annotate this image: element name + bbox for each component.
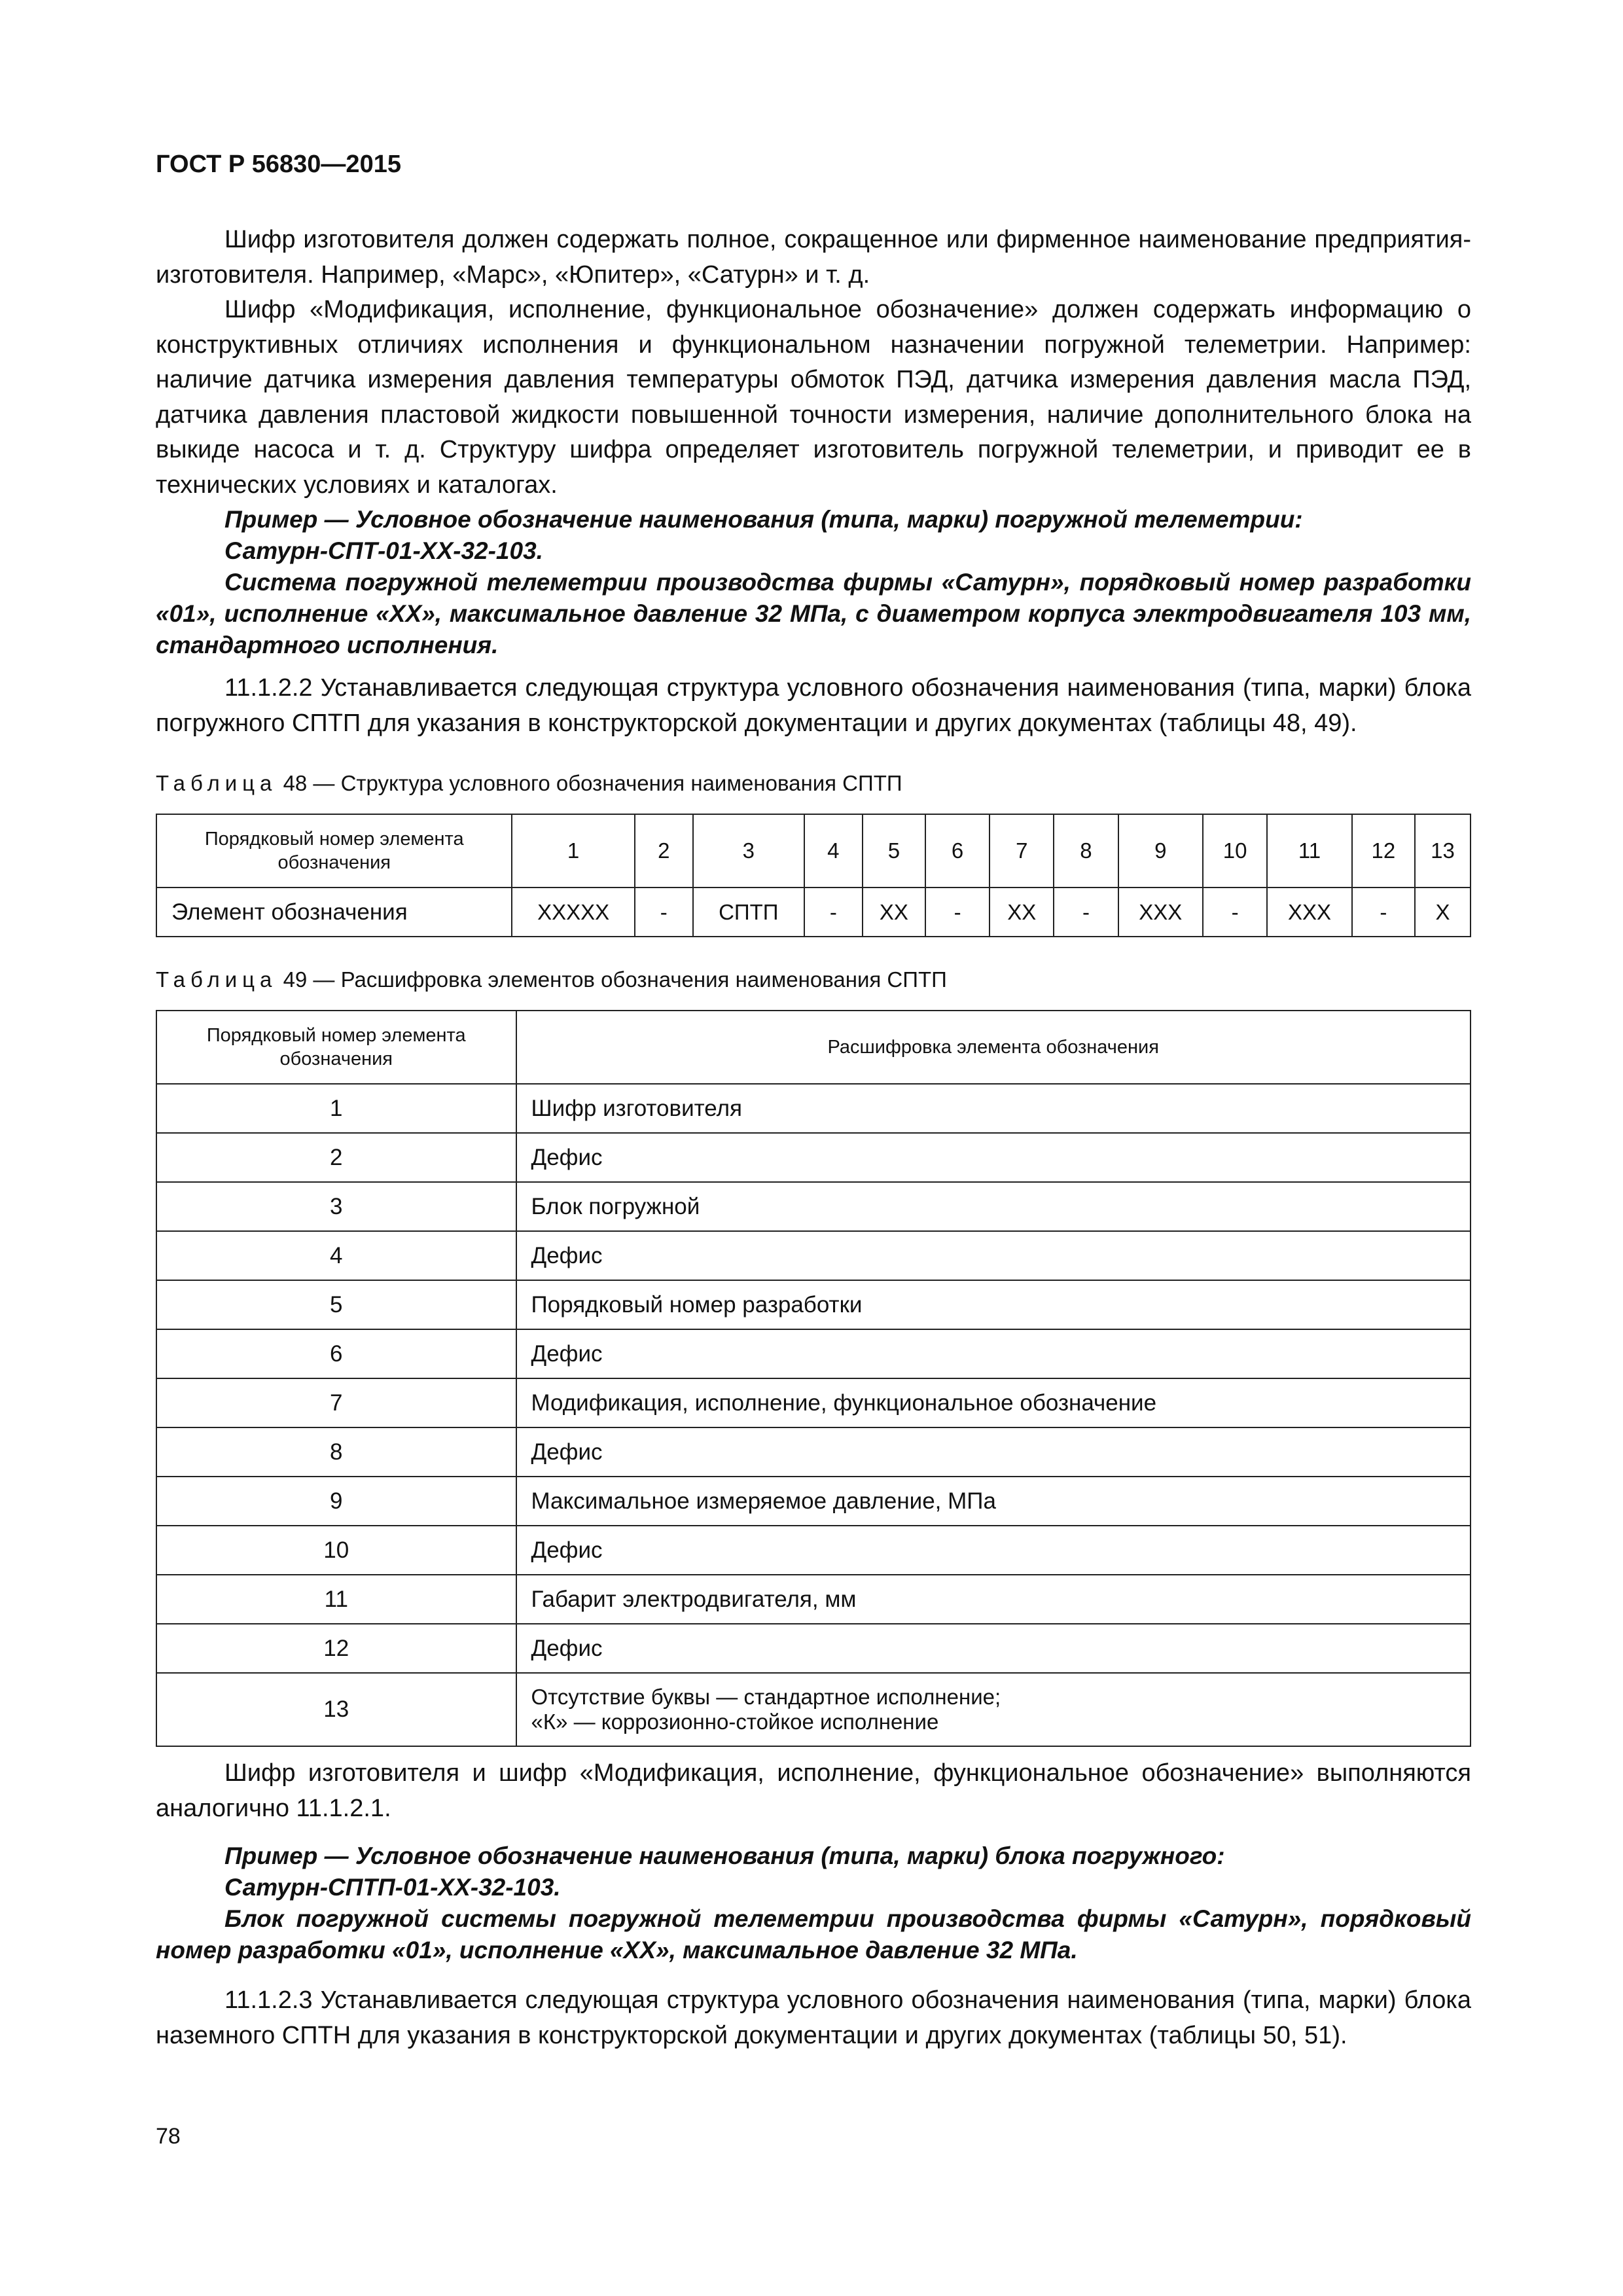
page-number: 78 (156, 2124, 181, 2149)
table48-number-cell: 5 (863, 814, 925, 888)
table48-number-cell: 8 (1054, 814, 1118, 888)
table49-col2-header: Расшифровка элемента обозначения (516, 1011, 1471, 1084)
table48-element-cell: - (1203, 888, 1267, 937)
table49-description-cell (516, 1673, 1471, 1746)
table49-col1-header: Порядковый номер элемента обозначения (156, 1011, 516, 1084)
table48-element-cell: - (1054, 888, 1118, 937)
table49-number-cell: 1 (156, 1084, 516, 1133)
table-row (156, 1329, 1471, 1378)
table48-element-cell: - (925, 888, 990, 937)
table49-number-cell: 12 (156, 1624, 516, 1673)
table49-description-cell: Максимальное измеряемое давление, МПа (516, 1477, 1471, 1526)
table48-element-cell: - (635, 888, 693, 937)
example-submersible-block (156, 1840, 1471, 1966)
table48-number-cell: 4 (804, 814, 863, 888)
table49-row13-line2: «К» — коррозионно-стойкое исполнение (531, 1710, 939, 1734)
table49-number-cell: 9 (156, 1477, 516, 1526)
example2-designation: Сатурн-СПТП-01-ХХ-32-103. (224, 1874, 561, 1901)
example2-explanation: Блок погружной системы погружной телеметрии производства фирмы «Сатурн», порядковый номер разработки «01», исполнение «ХХ», максимальное давление 32 МПа. (156, 1905, 1471, 1964)
table-row (156, 1133, 1471, 1182)
table48-number-cell: 9 (1118, 814, 1204, 888)
table49-number-cell: 6 (156, 1329, 516, 1378)
table49-number-cell: 3 (156, 1182, 516, 1231)
table48-element-cell: - (1352, 888, 1415, 937)
table-row (156, 1575, 1471, 1624)
clause-11123-text: 11.1.2.3 Устанавливается следующая структура условного обозначения наименования (типа, марки) блока наземного СПТН для указания в конструкторской документации и других документах (таблицы 50, 51). (156, 1986, 1471, 2049)
table49-description-cell: Дефис (516, 1231, 1471, 1280)
table48-number-cell: 2 (635, 814, 693, 888)
table48-element-cell: XXXXX (512, 888, 634, 937)
table48-element-cell: X (1415, 888, 1471, 937)
table49-description-cell: Дефис (516, 1427, 1471, 1477)
table49-number-cell: 2 (156, 1133, 516, 1182)
table48-number-cell: 13 (1415, 814, 1471, 888)
table48-element-cell: XXX (1267, 888, 1352, 937)
table49-row13-line1: Отсутствие буквы — стандартное исполнение; (531, 1685, 1001, 1709)
clause-11122-text: 11.1.2.2 Устанавливается следующая структура условного обозначения наименования (типа, марки) блока погружного СПТП для указания в конструкторской документации и других документах (таблицы 48, 49). (156, 674, 1471, 737)
table49-number-cell: 4 (156, 1231, 516, 1280)
document-header: ГОСТ Р 56830—2015 (156, 151, 401, 178)
table49-number-cell: 7 (156, 1378, 516, 1427)
table-row (156, 1427, 1471, 1477)
example2-title: Пример — Условное обозначение наименования (типа, марки) блока погружного: (224, 1842, 1225, 1869)
table48-number-cell: 3 (693, 814, 804, 888)
clause-11122 (156, 671, 1471, 741)
paragraph-manufacturer-code: Шифр изготовителя должен содержать полное, сокращенное или фирменное наименование предприятия-изготовителя. Например, «Марс», «Юпитер», «Сатурн» и т. д. (156, 226, 1471, 289)
table48-element-cell: - (804, 888, 863, 937)
table48-element-cell: XXX (1118, 888, 1204, 937)
table48 (156, 814, 1471, 937)
table49-number-cell: 8 (156, 1427, 516, 1477)
example-explanation: Система погружной телеметрии производства фирмы «Сатурн», порядковый номер разработки «01», исполнение «ХХ», максимальное давление 32 МПа, с диаметром корпуса электродвигателя 103 мм, стандартного исполнения. (156, 569, 1471, 658)
table-row (156, 1182, 1471, 1231)
table49-description-cell: Дефис (516, 1133, 1471, 1182)
table49-caption-word: Таблица (156, 967, 277, 992)
table48-row-label: Элемент обозначения (156, 888, 512, 937)
table49-number-cell: 5 (156, 1280, 516, 1329)
table49-number-cell: 11 (156, 1575, 516, 1624)
table-row (156, 1084, 1471, 1133)
table-row (156, 1280, 1471, 1329)
table48-element-cell: XX (990, 888, 1054, 937)
table-row (156, 1624, 1471, 1673)
table-row (156, 1526, 1471, 1575)
table49-description-cell: Шифр изготовителя (516, 1084, 1471, 1133)
table48-number-cell: 6 (925, 814, 990, 888)
table-row (156, 1231, 1471, 1280)
table49-number-cell: 10 (156, 1526, 516, 1575)
table48-caption-text: 48 — Структура условного обозначения наименования СПТП (283, 771, 902, 795)
table49-description-cell: Порядковый номер разработки (516, 1280, 1471, 1329)
table48-number-cell: 7 (990, 814, 1054, 888)
table48-number-cell: 1 (512, 814, 634, 888)
table-row (156, 1378, 1471, 1427)
table49-description-cell: Блок погружной (516, 1182, 1471, 1231)
table49-description-cell: Дефис (516, 1624, 1471, 1673)
table49-number-cell: 13 (156, 1673, 516, 1746)
table49-description-cell: Габарит электродвигателя, мм (516, 1575, 1471, 1624)
table-row (156, 1673, 1471, 1746)
table49-caption (156, 967, 947, 992)
table48-header-label: Порядковый номер элемента обозначения (156, 814, 512, 888)
table49-description-cell: Дефис (516, 1329, 1471, 1378)
table49-header-row (156, 1011, 1471, 1084)
table49 (156, 1010, 1471, 1747)
table48-number-cell: 11 (1267, 814, 1352, 888)
table48-element-row (156, 888, 1471, 937)
after-table-paragraph: Шифр изготовителя и шифр «Модификация, исполнение, функциональное обозначение» выполняются аналогично 11.1.2.1. (156, 1759, 1471, 1822)
table48-number-cell: 12 (1352, 814, 1415, 888)
table48-element-cell: XX (863, 888, 925, 937)
example-telemetry (156, 504, 1471, 661)
table48-header-row (156, 814, 1471, 888)
table48-number-cell: 10 (1203, 814, 1267, 888)
table49-description-cell: Дефис (516, 1526, 1471, 1575)
table48-caption (156, 771, 902, 796)
intro-text (156, 223, 1471, 503)
table49-caption-text: 49 — Расшифровка элементов обозначения наименования СПТП (283, 967, 947, 992)
clause-11123 (156, 1983, 1471, 2053)
table-row (156, 1477, 1471, 1526)
example-title: Пример — Условное обозначение наименования (типа, марки) погружной телеметрии: (224, 506, 1303, 533)
table48-element-cell: СПТП (693, 888, 804, 937)
table48-caption-word: Таблица (156, 771, 277, 795)
after-table-text (156, 1756, 1471, 1826)
table49-description-cell: Модификация, исполнение, функциональное обозначение (516, 1378, 1471, 1427)
paragraph-modification-code: Шифр «Модификация, исполнение, функциональное обозначение» должен содержать информацию о конструктивных отличиях исполнения и функциональном назначении погружной телеметрии. Например: наличие датчика измерения давления температуры обмоток ПЭД, датчика измерения давления масла ПЭД, датчика давления пластовой жидкости повышенной точности измерения, наличие дополнительного блока на выкиде насоса и т. д. Структуру шифра определяет изготовитель погружной телеметрии, и приводит ее в технических условиях и каталогах. (156, 296, 1471, 499)
example-designation: Сатурн-СПТ-01-ХХ-32-103. (224, 537, 543, 564)
